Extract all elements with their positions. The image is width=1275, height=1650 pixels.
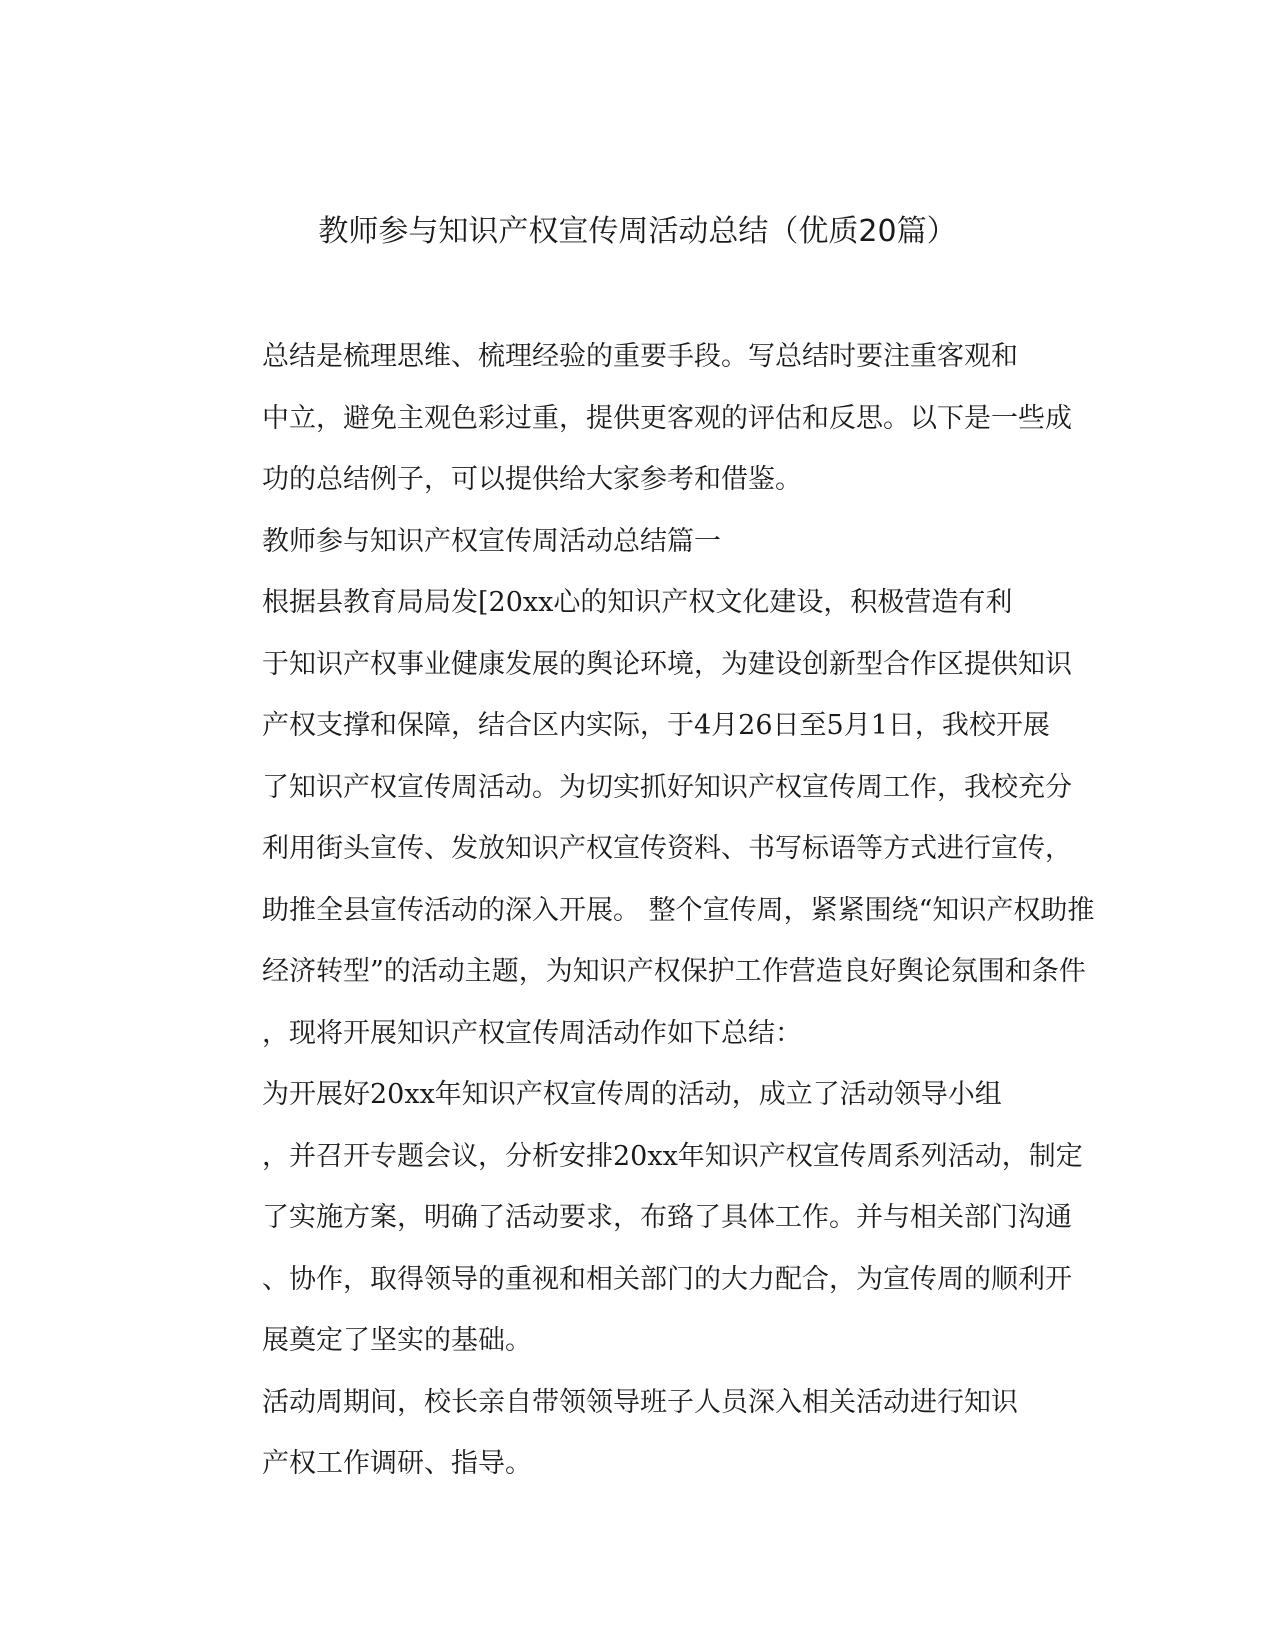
text-line: 中立，避免主观色彩过重，提供更客观的评估和反思。以下是一些成 xyxy=(262,402,1072,434)
paragraph-intro xyxy=(188,326,1070,511)
document-body xyxy=(188,326,1095,1495)
paragraph-organization xyxy=(188,1064,1083,1372)
paragraph-activity-week xyxy=(188,1372,1070,1495)
text-line: 为开展好20xx年知识产权宣传周的活动，成立了活动领导小组 xyxy=(262,1079,1002,1110)
text-line: 总结是梳理思维、梳理经验的重要手段。写总结时要注重客观和 xyxy=(262,341,1018,372)
text-line: 经济转型”的活动主题，为知识产权保护工作营造良好舆论氛围和条件 xyxy=(262,956,1086,987)
text-line: 活动周期间，校长亲自带领领导班子人员深入相关活动进行知识 xyxy=(262,1386,1018,1418)
text-line: 根据县教育局局发[20xx心的知识产权文化建设，积极营造有利 xyxy=(262,587,1013,618)
section-heading xyxy=(188,511,1070,573)
text-line: 了实施方案，明确了活动要求，布臵了具体工作。并与相关部门沟通 xyxy=(262,1202,1072,1233)
text-line: 于知识产权事业健康发展的舆论环境，为建设创新型合作区提供知识 xyxy=(262,648,1072,680)
text-line: ，现将开展知识产权宣传周活动作如下总结： xyxy=(262,1017,802,1049)
text-line: 产权支撑和保障，结合区内实际，于4月26日至5月1日，我校开展 xyxy=(262,710,1050,741)
text-line: 展奠定了坚实的基础。 xyxy=(262,1325,532,1356)
paragraph-background xyxy=(188,572,1095,1064)
text-line: 功的总结例子，可以提供给大家参考和借鉴。 xyxy=(262,464,802,495)
text-line: ，并召开专题会议，分析安排20xx年知识产权宣传周系列活动，制定 xyxy=(262,1140,1083,1172)
text-line: 、协作，取得领导的重视和相关部门的大力配合，为宣传周的顺利开 xyxy=(262,1263,1072,1295)
text-line: 教师参与知识产权宣传周活动总结篇一 xyxy=(262,525,721,557)
text-line: 助推全县宣传活动的深入开展。 整个宣传周，紧紧围绕“知识产权助推 xyxy=(262,894,1095,926)
text-line: 了知识产权宣传周活动。为切实抓好知识产权宣传周工作，我校充分 xyxy=(262,771,1072,803)
document-title: 教师参与知识产权宣传周活动总结（优质20篇） xyxy=(318,214,957,249)
text-line: 产权工作调研、指导。 xyxy=(262,1448,532,1479)
text-line: 利用街头宣传、发放知识产权宣传资料、书写标语等方式进行宣传， xyxy=(262,833,1072,864)
